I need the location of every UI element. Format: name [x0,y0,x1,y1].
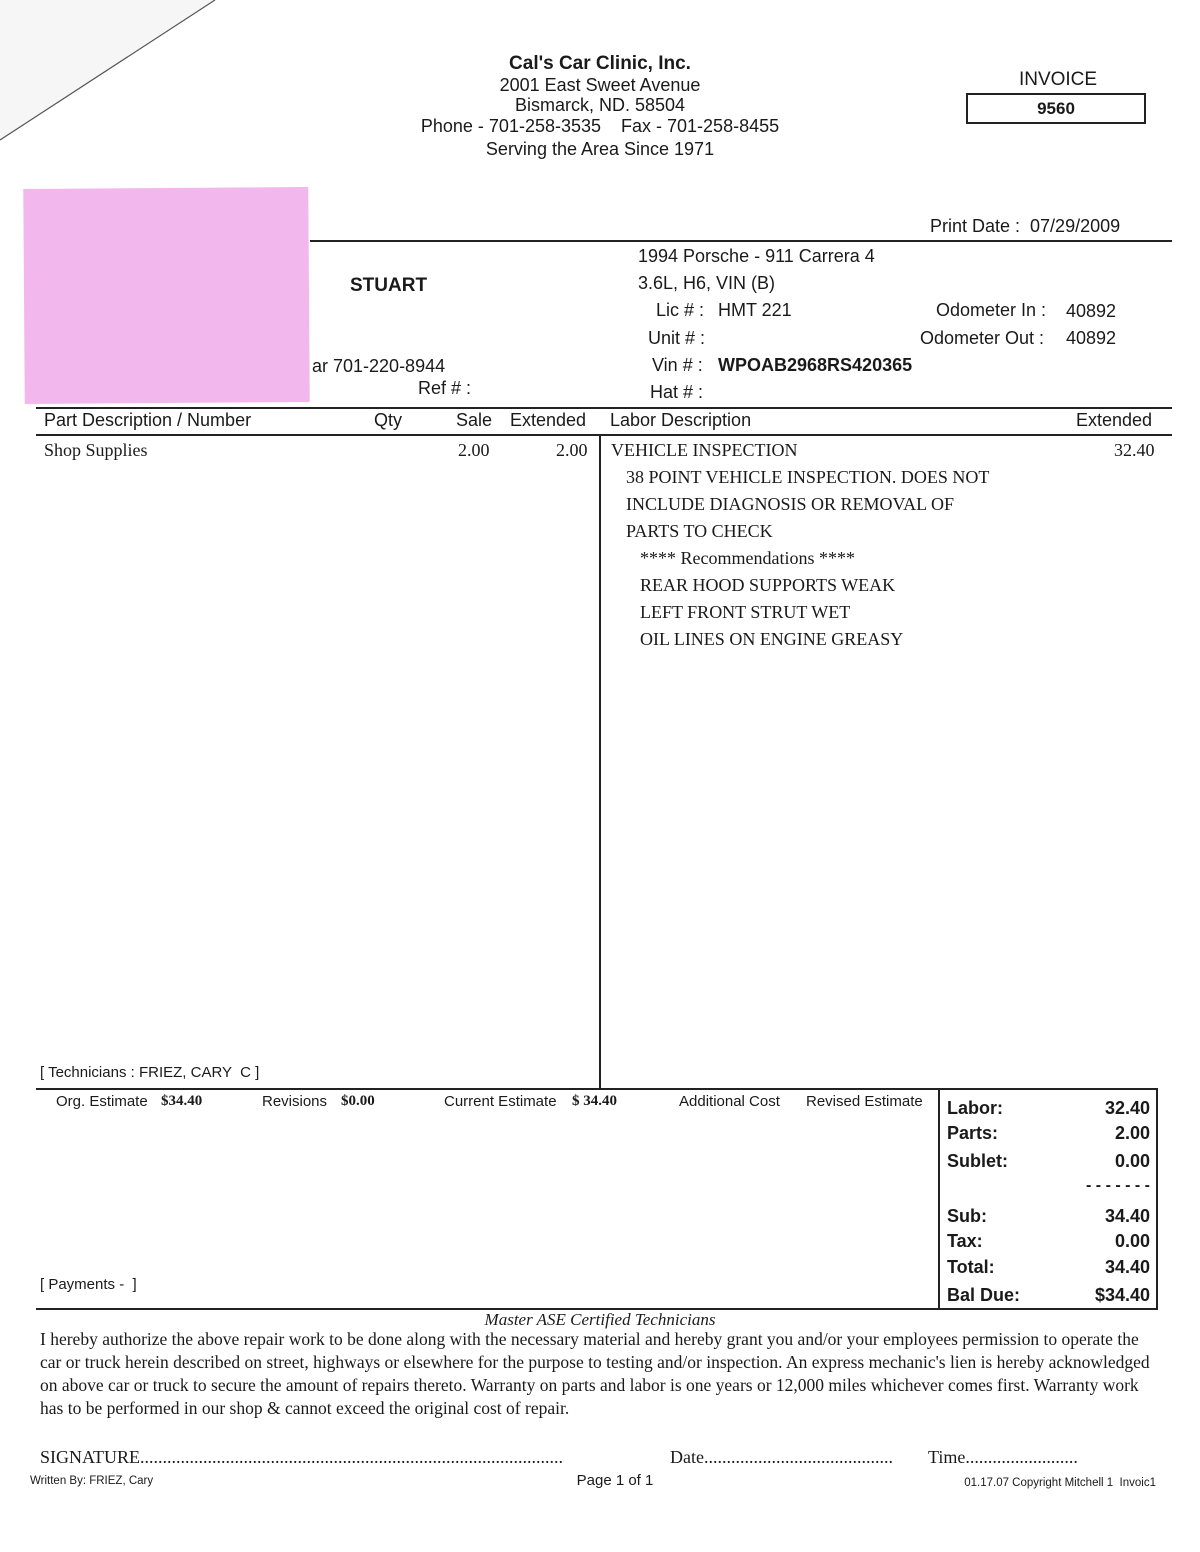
totals-total-label: Total: [947,1257,995,1277]
part-extended: 2.00 [556,440,588,460]
shop-address-1: 2001 East Sweet Avenue [499,75,701,95]
signature-line[interactable]: SIGNATURE.............................................................................................. [40,1447,564,1467]
payments: [ Payments - ] [40,1276,137,1293]
shop-name: Cal's Car Clinic, Inc. [509,53,691,74]
part-sale: 2.00 [458,440,490,460]
page-number: Page 1 of 1 [576,1472,654,1489]
vehicle-lic: HMT 221 [718,300,792,320]
invoice-number: 9560 [1037,99,1075,118]
copyright: 01.17.07 Copyright Mitchell 1 Invoic1 [964,1477,1156,1489]
revisions-label: Revisions [262,1093,328,1110]
totals-parts: 2.00 [1114,1123,1150,1143]
recommendation-1: REAR HOOD SUPPORTS WEAK [640,575,896,595]
col-labor-extended: Extended [1076,410,1153,430]
written-by: Written By: FRIEZ, Cary [30,1475,154,1487]
authorization-text: I hereby authorize the above repair work to be done along with the necessary material and hereby grant you and/or your employees permission to operate the car or truck herein described on street, highways or elsewhere for the purpose to testing and/or inspection. An express mechanic's lien is hereby acknowledged on above car or truck to secure the amount of repairs thereto. Warranty on parts and labor is one years or 12,000 miles whichever comes first. Warranty work has to be performed in our shop & cannot exceed the original cost of repair. [40,1329,1150,1418]
customer-name: STUART [350,275,428,296]
additional-cost-label: Additional Cost [679,1093,780,1110]
revisions: $0.00 [341,1093,375,1109]
recommendation-3: OIL LINES ON ENGINE GREASY [640,629,904,649]
folded-corner [0,0,240,160]
labor-title: VEHICLE INSPECTION [611,440,798,460]
part-description: Shop Supplies [44,440,148,460]
shop-contact: Phone - 701-258-3535 Fax - 701-258-8455 [420,116,780,136]
totals-tax-label: Tax: [947,1231,983,1251]
vehicle-engine: 3.6L, H6, VIN (B) [638,273,776,293]
current-estimate-label: Current Estimate [444,1093,557,1110]
vehicle-vin-label: Vin # : [652,355,703,375]
date-line[interactable]: Date.......................................... [670,1447,893,1467]
totals-sublet-label: Sublet: [947,1151,1008,1171]
totals-bal: $34.40 [1094,1285,1150,1305]
col-labor-description: Labor Description [610,410,752,430]
odometer-in-label: Odometer In : [936,300,1047,320]
technicians: [ Technicians : FRIEZ, CARY C ] [40,1064,260,1081]
current-estimate: $ 34.40 [572,1093,617,1109]
odometer-out: 40892 [1066,328,1117,348]
org-estimate: $34.40 [161,1093,203,1109]
org-estimate-label: Org. Estimate [56,1093,148,1110]
ase-certified: Master ASE Certified Technicians [484,1310,716,1329]
odometer-in: 40892 [1066,301,1117,321]
shop-address-2: Bismarck, ND. 58504 [514,95,686,115]
labor-desc-2: INCLUDE DIAGNOSIS OR REMOVAL OF [626,494,955,514]
totals-parts-label: Parts: [947,1123,999,1143]
shop-tagline: Serving the Area Since 1971 [485,139,715,159]
vehicle-model: 1994 Porsche - 911 Carrera 4 [638,246,875,266]
col-extended: Extended [510,410,587,430]
redaction-note [23,187,309,404]
invoice-label: INVOICE [1018,69,1098,90]
totals-total: 34.40 [1104,1257,1150,1277]
labor-amount: 32.40 [1114,440,1155,460]
totals-sub: 34.40 [1104,1206,1150,1226]
vehicle-hat-label: Hat # : [650,382,704,402]
col-sale: Sale [456,410,493,430]
totals-sublet: 0.00 [1114,1151,1150,1171]
print-date: Print Date : 07/29/2009 [930,216,1121,236]
invoice-number-box [966,93,1146,124]
totals-labor-label: Labor: [947,1098,1003,1118]
totals-divider: - - - - - - - [1086,1177,1150,1194]
customer-phone: ar 701-220-8944 [312,356,446,376]
labor-desc-1: 38 POINT VEHICLE INSPECTION. DOES NOT [626,467,990,487]
totals-bal-label: Bal Due: [947,1285,1021,1305]
time-line[interactable]: Time......................... [928,1447,1078,1467]
column-divider [599,434,601,1088]
totals-sub-label: Sub: [947,1206,987,1226]
odometer-out-label: Odometer Out : [920,328,1045,348]
totals-tax: 0.00 [1114,1231,1150,1251]
customer-ref: Ref # : [418,378,472,398]
vehicle-lic-label: Lic # : [656,300,705,320]
recommendations-header: **** Recommendations **** [640,548,855,568]
col-part-description: Part Description / Number [44,410,252,430]
revised-estimate-label: Revised Estimate [806,1093,923,1110]
col-qty: Qty [374,410,403,430]
labor-desc-3: PARTS TO CHECK [626,521,773,541]
totals-labor: 32.40 [1104,1098,1150,1118]
vehicle-unit-label: Unit # : [648,328,706,348]
vehicle-vin: WPOAB2968RS420365 [718,355,913,375]
recommendation-2: LEFT FRONT STRUT WET [640,602,851,622]
